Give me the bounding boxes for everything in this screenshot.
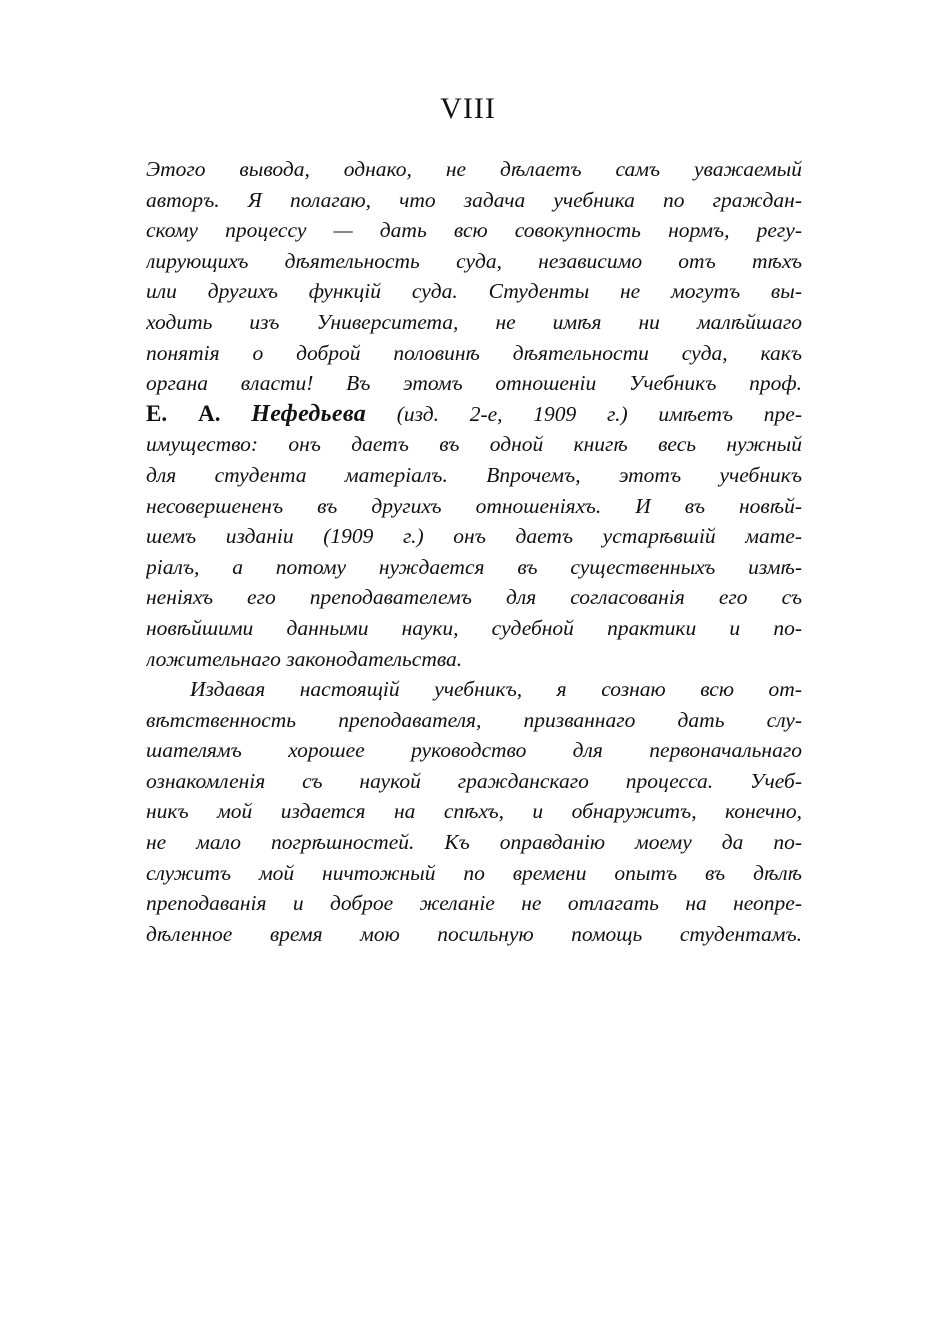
text-line: неніяхъ его преподавателемъ для согласованія его съ: [146, 585, 802, 610]
text-line: лирующихъ дѣятельность суда, независимо отъ тѣхъ: [146, 248, 802, 273]
author-reference-line: [146, 399, 802, 430]
text-line: для студента матеріалъ. Впрочемъ, этотъ учебникъ: [146, 462, 802, 487]
text-line: несовершененъ въ другихъ отношеніяхъ. И въ новѣй-: [146, 493, 802, 518]
text-line: никъ мой издается на спѣхъ, и обнаружитъ, конечно,: [146, 799, 802, 824]
text-line: не мало погрѣшностей. Къ оправданію моему да по-: [146, 830, 802, 855]
body-text: [146, 154, 802, 949]
text-line: шемъ изданіи (1909 г.) онъ даетъ устарѣвшій мате-: [146, 524, 802, 549]
text-line: органа власти! Въ этомъ отношеніи Учебникъ проф.: [146, 371, 802, 396]
text-line: служитъ мой ничтожный по времени опытъ въ дѣлѣ: [146, 860, 802, 885]
text-line: имущество: онъ даетъ въ одной книгѣ весь нужный: [146, 432, 802, 457]
text-line: Этого вывода, однако, не дѣлаетъ самъ уважаемый: [146, 157, 802, 181]
text-line: новѣйшими данными науки, судебной практики и по-: [146, 615, 802, 640]
text-line: скому процессу — дать всю совокупность нормъ, регу-: [146, 218, 802, 243]
text-line: или другихъ функцій суда. Студенты не могутъ вы-: [146, 279, 802, 304]
text-line: ложительнаго законодательства.: [146, 646, 463, 671]
text-line: понятія о доброй половинѣ дѣятельности суда, какъ: [146, 340, 802, 365]
author-initials: Е. А.: [146, 400, 221, 426]
author-surname: Нефедьева: [251, 400, 367, 427]
text-line: дѣленное время мою посильную помощь студентамъ.: [146, 921, 802, 946]
edition-note: (изд. 2-е, 1909 г.) имѣетъ пре-: [396, 401, 802, 426]
text-line: ходить изъ Университета, не имѣя ни малѣйшаго: [146, 309, 802, 334]
text-line: ріалъ, а потому нуждается въ существенныхъ измѣ-: [146, 554, 802, 579]
text-line: шателямъ хорошее руководство для первоначальнаго: [146, 738, 802, 763]
text-line: вѣтственность преподавателя, призваннаго дать слу-: [146, 707, 802, 732]
text-line: авторъ. Я полагаю, что задача учебника по граждан-: [146, 187, 802, 212]
text-line: ознакомленія съ наукой гражданскаго процесса. Учеб-: [146, 768, 802, 793]
page-number: VIII: [440, 92, 496, 125]
text-line: Издавая настоящій учебникъ, я сознаю всю от-: [190, 677, 802, 702]
text-line: преподаванія и доброе желаніе не отлагать на неопре-: [146, 891, 802, 916]
